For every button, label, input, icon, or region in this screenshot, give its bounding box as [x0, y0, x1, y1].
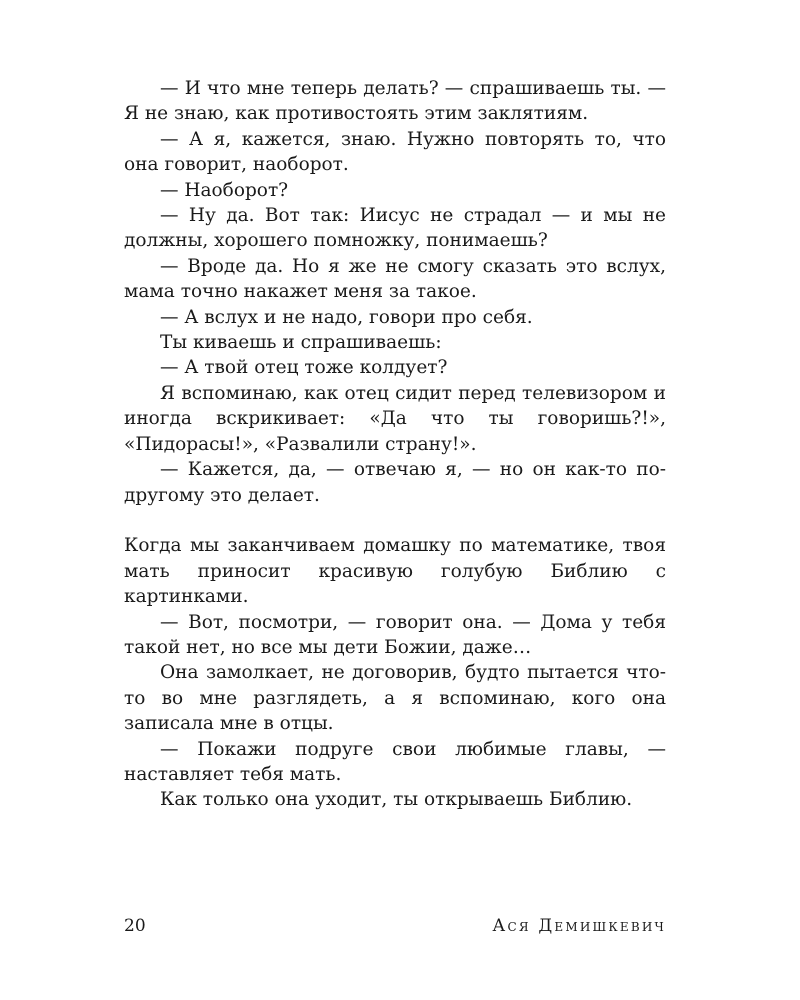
running-author: Ася Демишкевич [492, 916, 666, 936]
paragraph: — Кажется, да, — отвечаю я, — но он как-то по-другому это делает. [124, 459, 666, 506]
paragraph: — Ну да. Вот так: Иисус не страдал — и мы не должны, хорошего помножку, понимаешь? [124, 205, 666, 252]
page-footer [124, 916, 666, 942]
page-number: 20 [124, 916, 146, 936]
page-text [124, 76, 666, 813]
paragraph: — Наоборот? [160, 179, 289, 201]
paragraph: — Вот, посмотри, — говорит она. — Дома у тебя такой нет, но все мы дети Божии, даже… [124, 611, 666, 658]
paragraph: Она замолкает, не договорив, будто пытается что-то во мне разглядеть, а я вспоминаю, кого она записала мне в отцы. [124, 662, 666, 735]
paragraph: — А я, кажется, знаю. Нужно повторять то, что она говорит, наоборот. [124, 128, 666, 176]
paragraph: Ты киваешь и спрашиваешь: [160, 332, 442, 354]
paragraph: Как только она уходит, ты открываешь Библию. [160, 789, 633, 811]
paragraph: — А твой отец тоже колдует? [160, 357, 448, 379]
paragraph: — Вроде да. Но я же не смогу сказать это вслух, мама точно накажет меня за такое. [124, 255, 666, 303]
paragraph: — А вслух и не надо, говори про себя. [160, 306, 533, 328]
paragraph: — И что мне теперь делать? — спрашиваешь ты. — Я не знаю, как противостоять этим заклятиям. [124, 78, 666, 125]
section-break [124, 508, 666, 533]
paragraph: Когда мы заканчиваем домашку по математике, твоя мать приносит красивую голубую Библию с картинками. [124, 535, 666, 608]
paragraph: — Покажи подруге свои любимые главы, — наставляет тебя мать. [124, 738, 666, 785]
paragraph: Я вспоминаю, как отец сидит перед телевизором и иногда вскрикивает: «Да что ты говоришь?!», «Пидорасы!», «Развалили страну!». [124, 382, 666, 455]
